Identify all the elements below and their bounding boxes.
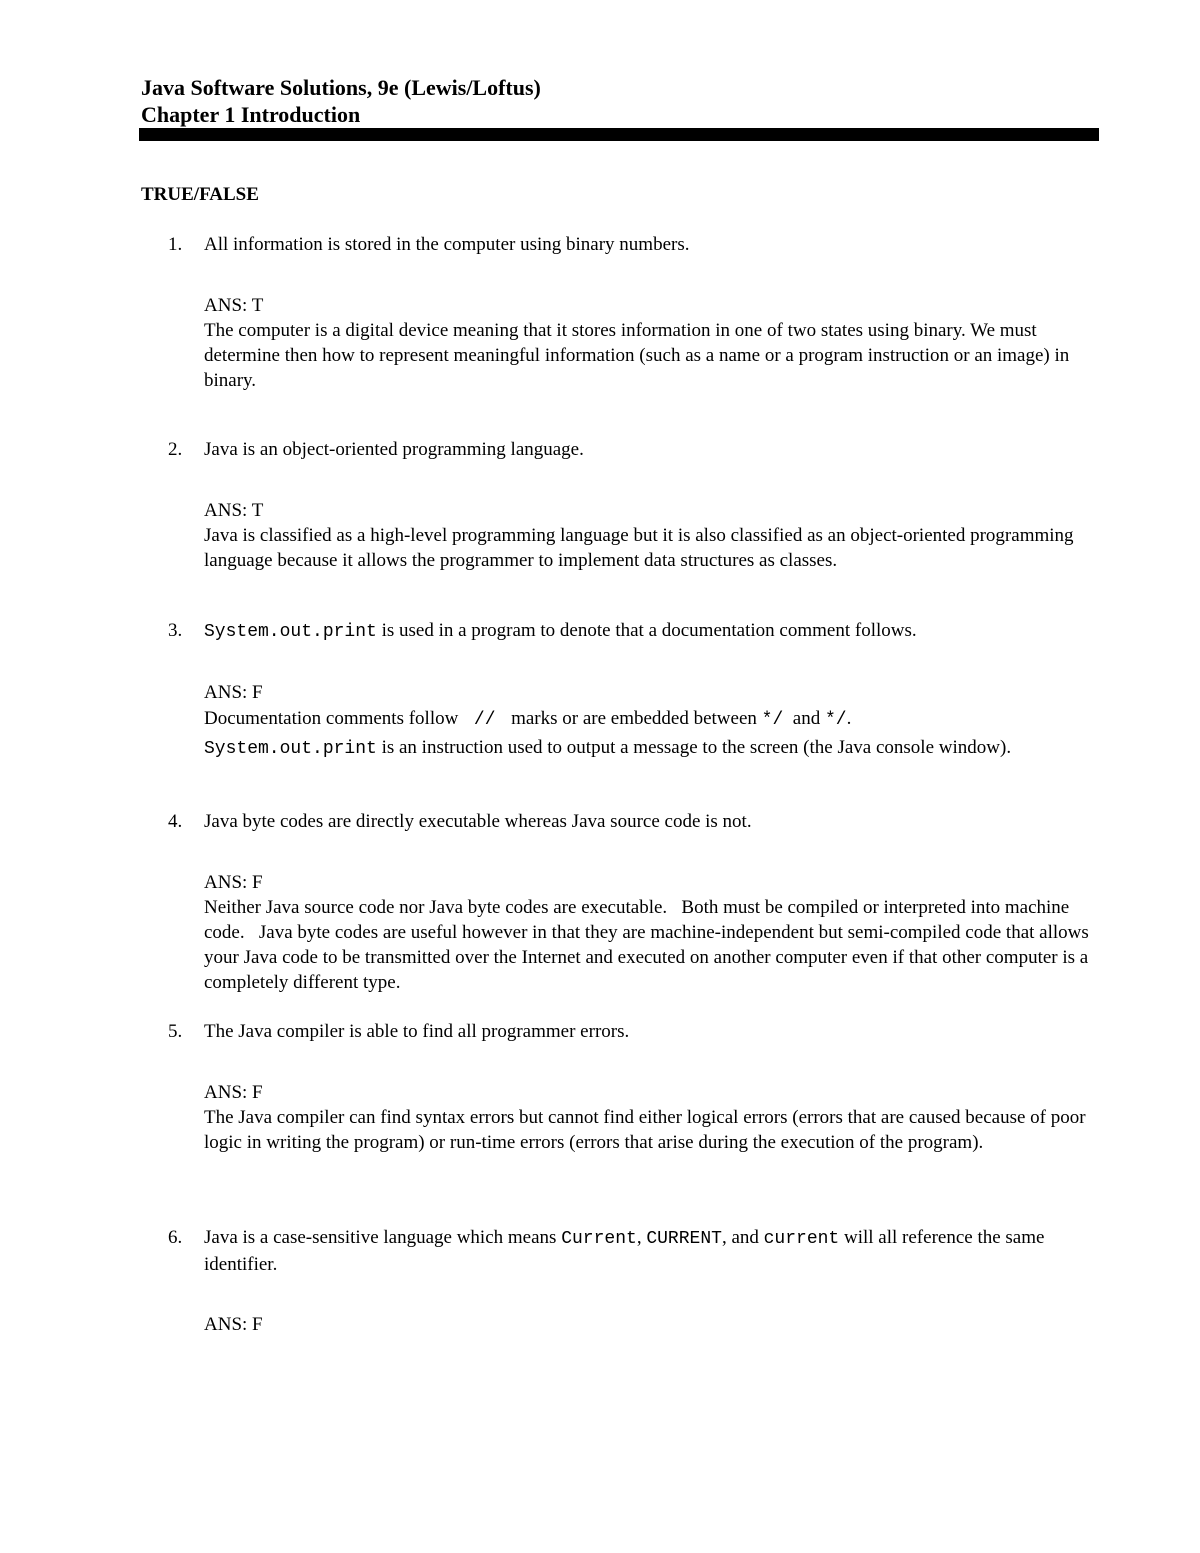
question-text-part: , bbox=[636, 1227, 647, 1248]
question-text: The Java compiler is able to find all programmer errors. bbox=[204, 1021, 630, 1042]
question-number: 5. bbox=[168, 1021, 183, 1042]
answer-explanation: The computer is a digital device meaning that it stores information in one of two states using binary. We must determine then how to represent meaningful information (such as a name or a program instruction or an image) in binary. bbox=[204, 320, 1070, 391]
code-snippet: */ bbox=[824, 710, 847, 730]
code-snippet: System.out.print bbox=[204, 622, 377, 642]
answer-explanation: The Java compiler can find syntax errors but cannot find either logical errors (errors that are caused because of poor logic in writing the program) or run-time errors (errors that arise during the execution of the program). bbox=[204, 1107, 1086, 1153]
code-snippet: CURRENT bbox=[646, 1229, 722, 1249]
answer-label: ANS: F bbox=[204, 872, 263, 893]
code-snippet: */ bbox=[761, 710, 784, 730]
question-number: 4. bbox=[168, 811, 183, 832]
answer-label: ANS: T bbox=[204, 295, 264, 316]
question-text-part: will all reference the same identifier. bbox=[204, 1227, 1045, 1275]
explanation-text: . bbox=[846, 708, 852, 729]
answer-label: ANS: F bbox=[204, 682, 263, 703]
question-text bbox=[204, 618, 1099, 645]
question-text-part: , and bbox=[721, 1227, 764, 1248]
question-text-part: Java is a case-sensitive language which means bbox=[204, 1227, 562, 1248]
question-text: Java byte codes are directly executable whereas Java source code is not. bbox=[204, 811, 752, 832]
answer-explanation: Neither Java source code nor Java byte codes are executable. Both must be compiled or interpreted into machine code. Java byte codes are useful however in that they are machine-independent but semi-compiled code that allows your Java code to be transmitted over the Internet and executed on another computer even if that other computer is a completely different type. bbox=[204, 897, 1094, 993]
answer-explanation bbox=[204, 705, 1099, 763]
question-text: Java is an object-oriented programming language. bbox=[204, 439, 584, 460]
header-rule bbox=[139, 128, 1099, 141]
question-number: 2. bbox=[168, 439, 183, 460]
question-text-rest: is used in a program to denote that a documentation comment follows. bbox=[376, 620, 917, 641]
question-number: 3. bbox=[168, 620, 183, 641]
explanation-text: is an instruction used to output a message to the screen (the Java console window). bbox=[376, 737, 1012, 758]
answer-label: ANS: F bbox=[204, 1082, 263, 1103]
explanation-text: Documentation comments follow bbox=[204, 708, 464, 729]
answer-explanation: Java is classified as a high-level programming language but it is also classified as an object-oriented programming language because it allows the programmer to implement data structures as classes. bbox=[204, 525, 1074, 571]
answer-label: ANS: F bbox=[204, 1314, 263, 1335]
code-snippet: current bbox=[763, 1229, 840, 1249]
explanation-text: and bbox=[783, 708, 825, 729]
question-number: 6. bbox=[168, 1227, 183, 1248]
code-snippet: System.out.print bbox=[204, 739, 377, 759]
question-text bbox=[204, 1225, 1099, 1277]
document-title: Java Software Solutions, 9e (Lewis/Loftus) bbox=[141, 75, 541, 100]
question-number: 1. bbox=[168, 234, 183, 255]
chapter-title: Chapter 1 Introduction bbox=[141, 102, 361, 127]
code-snippet: Current bbox=[561, 1229, 637, 1249]
question-text: All information is stored in the computer using binary numbers. bbox=[204, 234, 690, 255]
answer-label: ANS: T bbox=[204, 500, 264, 521]
code-snippet: // bbox=[463, 710, 507, 730]
section-heading: TRUE/FALSE bbox=[141, 184, 259, 205]
explanation-text: marks or are embedded between bbox=[506, 708, 762, 729]
